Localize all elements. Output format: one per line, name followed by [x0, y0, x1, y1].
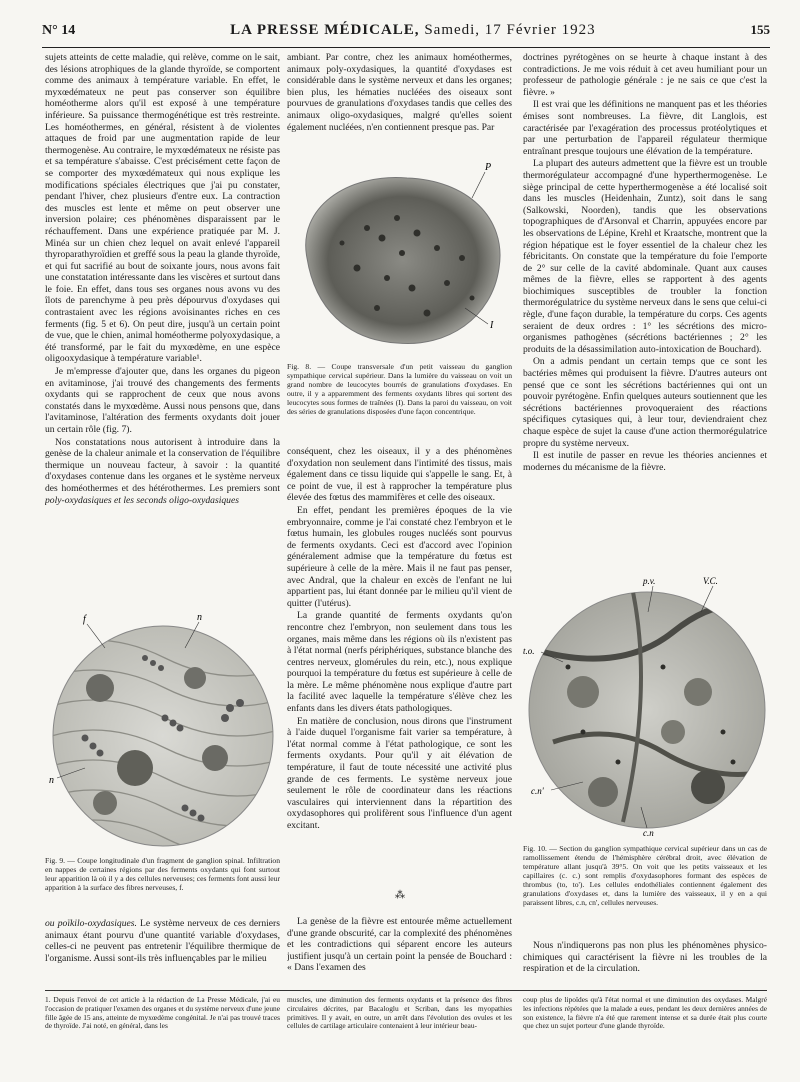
fig10-label-to: t.o. [523, 646, 535, 656]
col2-paragraph-6: La genèse de la fièvre est entourée même actuellement d'une grande obscurité, car la complexité des phénomènes et les contradictions qui séparent encore les auteurs justifient jusqu'à un certain point la pensée de Bouchard : « Dans l'examen des [287, 916, 512, 974]
page-header [42, 22, 770, 48]
fig9-label-n2: n [49, 775, 54, 786]
column-1-top [45, 52, 280, 612]
issue-date: Samedi, 17 Février 1923 [424, 22, 596, 38]
column-2-middle [287, 446, 512, 878]
figure-9-micrograph [45, 608, 280, 853]
col1-paragraph-4-italic: ou poïkilo-oxydasiques. [45, 918, 137, 929]
col3-paragraph-1: doctrines pyrétogènes on se heurte à chaque instant à des contradictions. Je me vois réduit à cet aveu humiliant pour un professeur de pathologie générale : je ne sais ce que c'est la fièvre. » [523, 52, 767, 98]
figure-8-micrograph [287, 158, 512, 358]
col2-paragraph-1: ambiant. Par contre, chez les animaux homéothermes, animaux poly-oxydasiques, la quantité d'oxydases est considérable dans le système nerveux et dans les organes; bien plus, les hématies nucléées des oiseaux sont pourvues de granulations d'oxydases tandis que celles des animaux oligo-oxydasiques, malgré qu'elles soient également nucléées, n'en contiennent presque pas. Par [287, 52, 512, 133]
footnote-part-3: coup plus de lipoïdes qu'à l'état normal et une diminution des oxydases. Malgré les infections répétées que la malade a eues, pendant les deux dernières années de son existence, la fièvre n'a été que rarement intense et sa durée était plus courte que chez un sujet porteur d'une glande thyroïde. [523, 996, 767, 1031]
figure-9-caption: Fig. 9. — Coupe longitudinale d'un fragment de ganglion spinal. Infiltration en nappes de certaines régions par des ferments oxydants qui font surtout leur apparition là où il y a des cellules nerveuses; ces ferments font aussi leur apparition à la surface des fibres nerveuses, f. [45, 856, 280, 892]
section-separator: ⁂ [395, 890, 405, 901]
col1-paragraph-3-italic: poly-oxydasiques et les seconds oligo-oxydasiques [45, 494, 239, 506]
col2-paragraph-5: En matière de conclusion, nous dirons que l'instrument à l'aide duquel l'organisme fait varier sa température, à l'état normal comme à l'état pathologique, ce sont les ferments oxydants. Pour qu'il y ait élévation de température, il faut de toute nécessité une activité plus grande de ces ferments. Le système nerveux joue seulement le rôle de coordinateur dans les réactions vasculaires qui interviennent dans la répartition des oxydasophores qui prolifèrent sous l'influence d'un agent excitant. [287, 715, 512, 831]
col2-paragraph-2: conséquent, chez les oiseaux, il y a des phénomènes d'oxydation non seulement dans l'intimité des tissus, mais également dans ce tissu liquide qui s'appelle le sang. Et, à ce point de vue, il est à rapprocher la température plus élevée des fœtus des mammifères et celle des oiseaux. [287, 446, 512, 504]
column-1-bottom [45, 918, 280, 984]
footnote-rule [45, 990, 767, 991]
col2-paragraph-3: En effet, pendant les premières époques de la vie embryonnaire, comme je l'ai constaté chez l'embryon et le fœtus humain, les globules rouges nucléés sont pourvus de ferments oxydants. Ceci est d'accord avec l'opinion généralement admise que la température du fœtus est supérieure à celle de la mère. Mais il ne faut pas penser, avec Andral, que la chaleur en excès de l'enfant ne lui appartient pas, lui étant donnée par le milieu qu'il vient de quitter (l'utérus). [287, 504, 512, 609]
fig10-label-cn-prime: c.n' [531, 786, 544, 796]
col1-paragraph-1: sujets atteints de cette maladie, qui relève, comme on le sait, des lésions atrophiques de la glande thyroïde, se comportent comme des animaux à température variable. En effet, le myxœdémateux ne peut pas conserver son équilibre homéotherme alors qu'il est exposé à une température inférieure. Sa puissance thermogénétique est très restreinte. Les homéothermes, en général, résistent à de violentes attaques de froid par une augmentation rapide de leur thermogenèse. Au contraire, le myxœdémateux ne résiste pas et sa température s'abaisse. C'est précisément cette façon de se comporter des myxœdémateux qui nous explique les modifications spéciales électriques que j'ai pu constater, pendant l'hiver, chez plusieurs d'entre eux. La contraction des muscles est lente et même on peut observer une inversion polaire; ces phénomènes disparaissent par le réchauffement. Dans une expérience pratiquée par M. J. Minéa sur un chien chez lequel on avait enlevé l'appareil thyroparathyroïdien et greffé sous la peau la glande thyroïde, et qui fut sacrifié au bout de soixante jours, nous avons fait une constatation intéressante dans les viscères et surtout dans le foie. En effet, dans tous ses organes nous avons vu des îlots de parenchyme à peu près dépourvus d'oxydases qui contrastaient avec les régions avoisinantes riches en ces ferments (fig. 5 et 6). On peut dire, jusqu'à un certain point de vue, que le chien, animal homéotherme polyoxydasique, a été transformé, par le fait du myxœdème, en une espèce oligooxydasique à température variable¹. [45, 52, 280, 365]
col3-paragraph-3: La plupart des auteurs admettent que la fièvre est un trouble thermorégulateur accompagné d'une hyperthermogenèse. Le siège principal de cette hyperthermogenèse a été localisé soit dans les muscles (Heidenhain, Zuntz), soit dans le sang (Salkowski, Noorden), tandis que les observations topographiques de d'Arsonval et Charrin, appuyées encore par les observations de Lépine, Krehl et Kraatsche, montrent que la région hépatique est le foyer essentiel de la chaleur chez les fébricitants. On constate que la température du foie l'emporte de 2° sur celle de la cavité abdominale. Quant aux causes mêmes de la fièvre, elles se rapportent à des agents biochimiques susceptibles de troubler la fonction thermorégulatrice du système nerveux dans le sens que celui-ci règle, d'une façon durable, la température du corps. Ces agents seraient de deux ordres : 1° les sécrétions des micro-organismes pathogènes (sécrétions bactériennes ; 2° les produits de la désassimilation auto-intoxication de Bouchard). [523, 158, 767, 355]
journal-name: LA PRESSE MÉDICALE, [230, 22, 420, 38]
figure-10 [523, 572, 767, 840]
fig9-label-n1: n [197, 612, 202, 623]
figure-10-micrograph [523, 572, 767, 840]
figure-10-caption: Fig. 10. — Section du ganglion sympathique cervical supérieur dans un cas de ramollissement étendu de l'hémisphère cérébral droit, avec élévation de température allant jusqu'à 39°5. On voit que les petits vaisseaux et les capillaires (c. c.) sont remplis d'oxydasophores formant des espèces de thrombus (to, to'). Les cellules endothéliales contiennent également des granulations d'oxydases et, dans la lumière des vaisseaux, il y en a qui paraissent libres, c.n, cn', cellules nerveuses. [523, 844, 767, 907]
column-2-top [287, 52, 512, 157]
col1-paragraph-4 [45, 918, 280, 964]
col1-paragraph-3 [45, 437, 280, 507]
figure-9 [45, 608, 280, 853]
fig10-label-pv: p.v. [643, 576, 656, 586]
col3-paragraph-4: On a admis pendant un certain temps que ce sont les bactéries mêmes qui produisent la fièvre. D'autres auteurs ont pensé que ce sont les sécrétions bactériennes qui ont un pouvoir pyrétogène. Enfin quelques auteurs soutiennent que les sécrétions bactériennes provoqueraient des réactions spécifiques cytasiques qui, à leur tour, deviendraient chez chaque espèce de sujet la cause d'une action thermorégulatrice propre du système nerveux. [523, 356, 767, 449]
column-3-bottom [523, 940, 767, 984]
column-2-bottom [287, 916, 512, 984]
col1-paragraph-3-text: Nos constatations nous autorisent à introduire dans la genèse de la chaleur animale et la conservation de l'équilibre thermique un nouveau facteur, à savoir : la quantité d'oxydases contenue dans les organes et le système nerveux des homéothermes et des hétérothermes. Les premiers sont [45, 436, 280, 494]
col3-paragraph-5: Il est inutile de passer en revue les théories anciennes et modernes du mécanisme de la fièvre. [523, 450, 767, 473]
issue-number: N° 14 [42, 23, 76, 38]
figure-8-caption: Fig. 8. — Coupe transversale d'un petit vaisseau du ganglion sympathique cervical supérieur. Dans la lumière du vaisseau on voit un grand nombre de leucocytes bourrés de granulations d'oxydases. En outre, il y a apparemment des ferments oxydants libres qui sortent des leucocytes sous formes de traînées (I). Dans la paroi du vaisseau, on voit des séries de granulations disposées d'une façon concentrique. [287, 362, 512, 416]
col2-paragraph-4: La grande quantité de ferments oxydants qu'on rencontre chez l'embryon, non seulement dans tous les organes, mais même dans les régions où ils n'existent pas à l'état normal (nerfs périphériques, substance blanche des centres nerveux, glomérules du rein, etc.), nous explique pourquoi la température du fœtus est supérieure à celle de la mère. Le même phénomène nous explique d'autre part la facilité avec laquelle la température s'élève chez les enfants dans les divers états pathologiques. [287, 610, 512, 715]
col3-paragraph-2: Il est vrai que les définitions ne manquent pas et les théories émises sont nombreuses. La fièvre, dit Langlois, est caractérisée par l'exagération des processus protéolytiques et par une perturbation de l'appareil régulateur thermique entraînant presque toujours une élévation de la température. [523, 99, 767, 157]
footnote-part-2: muscles, une diminution des ferments oxydants et la présence des fibres circulaires décrites, par Bacaloglu et Scriban, dans les myopathies primitives. Il y avait, en outre, un arrêt dans l'évolution des ovules et les cellules de cartilage articulaire contenaient à leur intérieur beau- [287, 996, 512, 1031]
fig10-label-cn: c.n [643, 828, 654, 838]
fig10-label-vc: V.C. [703, 576, 718, 586]
column-3-top [523, 52, 767, 592]
footnote-part-1: 1. Depuis l'envoi de cet article à la rédaction de La Presse Médicale, j'ai eu l'occasion de pratiquer l'examen des organes et du système nerveux d'une jeune fille âgée de 15 ans, atteinte de myxœdème congénital. Je n'ai pas trouvé traces de thyroïde. J'ai noté, en général, dans les [45, 996, 280, 1031]
fig8-label-i: I [490, 320, 494, 331]
col1-paragraph-2: Je m'empresse d'ajouter que, dans les organes du pigeon en avitaminose, j'ai trouvé des changements des ferments oxydants qui se rapprochent de ceux que nous avons constatés dans le myxœdème. Aussi nous pensons que, dans l'avitaminose, l'altération des ferments oxydants doit jouer un certain rôle (fig. 7). [45, 366, 280, 435]
col3-paragraph-6: Nous n'indiquerons pas non plus les phénomènes physico-chimiques qui caractérisent la fièvre ni les troubles de la respiration et de la circulation. [523, 940, 767, 975]
fig9-label-f: f [83, 614, 86, 625]
col1-paragraph-4-text: Le système nerveux de ces derniers animaux étant pourvu d'une quantité variable d'oxydases, celles-ci ne peuvent pas entretenir l'équilibre thermique de l'organisme. Aussi sont-ils très influençables par le milieu [45, 918, 280, 964]
running-title [230, 22, 596, 39]
page-number: 155 [750, 22, 770, 37]
figure-8 [287, 158, 512, 358]
fig8-label-p: P [485, 162, 492, 173]
